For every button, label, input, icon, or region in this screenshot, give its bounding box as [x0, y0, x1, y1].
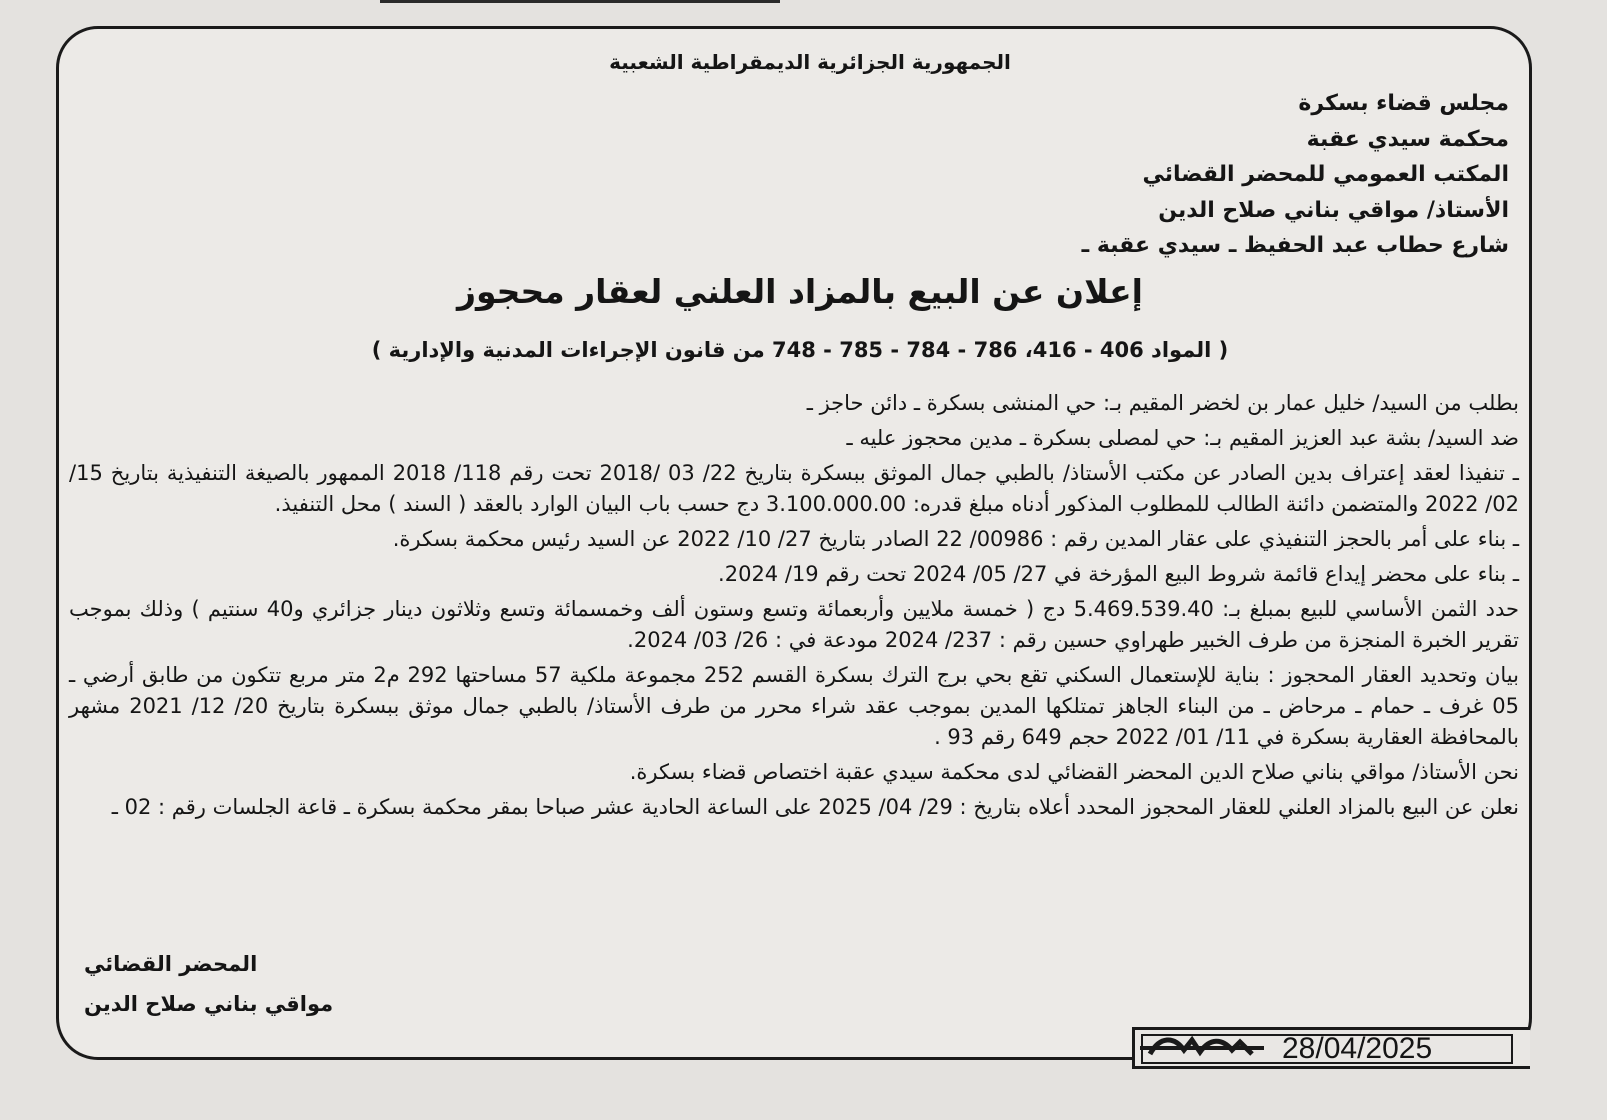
- conditions-paragraph: ـ بناء على محضر إيداع قائمة شروط البيع المؤرخة في 27/ 05/ 2024 تحت رقم 19/ 2024.: [718, 562, 1519, 586]
- property-paragraph: بيان وتحديد العقار المحجوز : بناية للإستعمال السكني تقع بحي برج الترك بسكرة القسم 252 مجموعة ملكية 57 مساحتها 292 م2 متر مربع تتكون من طابق أرضي ـ 05 غرف ـ حمام ـ مرحاض ـ من البناء الجاهز تمتلكها المدين بموجب عقد شراء محرر من طرف الأستاذ/ بالطبي جمال موثق ببسكرة بتاريخ 20/ 12/ 2021 مشهر بالمحافظة العقارية بسكرة في 11/ 01/ 2022 حجم 649 رقم 93 .: [69, 663, 1519, 749]
- notice-body: [69, 388, 1519, 827]
- republic-heading: الجمهورية الجزائرية الديمقراطية الشعبية: [609, 50, 1011, 74]
- base-price-paragraph: حدد الثمن الأساسي للبيع بمبلغ بـ: 5.469.539.40 دج ( خمسة ملايين وأربعمائة وتسع وستون ألف وخمسمائة وتسع وثلاثون دينار جزائري و40 سنتيم ) وذلك بموجب تقرير الخبرة المنجزة من طرف الخبير طهراوي حسين رقم : 237/ 2024 مودعة في : 26/ 03/ 2024.: [69, 597, 1520, 652]
- notice-title: إعلان عن البيع بالمزاد العلني لعقار محجوز: [456, 272, 1143, 311]
- signature-block: [84, 944, 484, 1024]
- publication-logo-mark: [1140, 1032, 1264, 1064]
- execution-paragraph: ـ تنفيذا لعقد إعتراف بدين الصادر عن مكتب الأستاذ/ بالطبي جمال الموثق ببسكرة بتاريخ 22/ 03 /2018 تحت رقم 118/ 2018 الممهور بالصيغة التنفيذية بتاريخ 15/ 02/ 2022 والمتضمن دائنة الطالب للمطلوب المذكور أدناه مبلغ قدره: 3.100.000.00 دج حسب باب البيان الوارد بالعقد ( السند ) محل التنفيذ.: [69, 461, 1519, 516]
- court-bailiff: الأستاذ/ مواقي بناني صلاح الدين: [1158, 197, 1509, 223]
- seizure-order-paragraph: ـ بناء على أمر بالحجز التنفيذي على عقار المدين رقم : 00986/ 22 الصادر بتاريخ 27/ 10/ 2022 عن السيد رئيس محكمة بسكرة.: [392, 527, 1519, 551]
- debtor-paragraph: ضد السيد/ بشة عبد العزيز المقيم بـ: حي لمصلى بسكرة ـ مدين محجوز عليه ـ: [846, 426, 1519, 450]
- bailiff-statement-paragraph: نحن الأستاذ/ مواقي بناني صلاح الدين المحضر القضائي لدى محكمة سيدي عقبة اختصاص قضاء بسكرة.: [629, 760, 1519, 784]
- court-tribunal: محكمة سيدي عقبة: [1306, 126, 1509, 152]
- court-address: شارع حطاب عبد الحفيظ ـ سيدي عقبة ـ: [1081, 233, 1509, 258]
- creditor-paragraph: بطلب من السيد/ خليل عمار بن لخضر المقيم بـ: حي المنشى بسكرة ـ دائن حاجز ـ: [806, 391, 1519, 415]
- top-rule: [380, 0, 780, 3]
- publication-logo: [1140, 1032, 1264, 1064]
- legal-articles: ( المواد 406 - 416، 786 - 784 - 785 - 748 من قانون الإجراءات المدنية والإدارية ): [371, 338, 1229, 362]
- sale-date-paragraph: نعلن عن البيع بالمزاد العلني للعقار المحجوز المحدد أعلاه بتاريخ : 29/ 04/ 2025 على الساعة الحادية عشر صباحا بمقر محكمة بسكرة ـ قاعة الجلسات رقم : 02 ـ: [111, 795, 1519, 819]
- footer-date: 28/04/2025: [1282, 1032, 1433, 1065]
- court-office: المكتب العمومي للمحضر القضائي: [1142, 162, 1509, 187]
- court-info: [809, 86, 1509, 264]
- signature-name: مواقي بناني صلاح الدين: [84, 992, 334, 1016]
- court-council: مجلس قضاء بسكرة: [1298, 91, 1509, 116]
- signature-role: المحضر القضائي: [84, 952, 258, 976]
